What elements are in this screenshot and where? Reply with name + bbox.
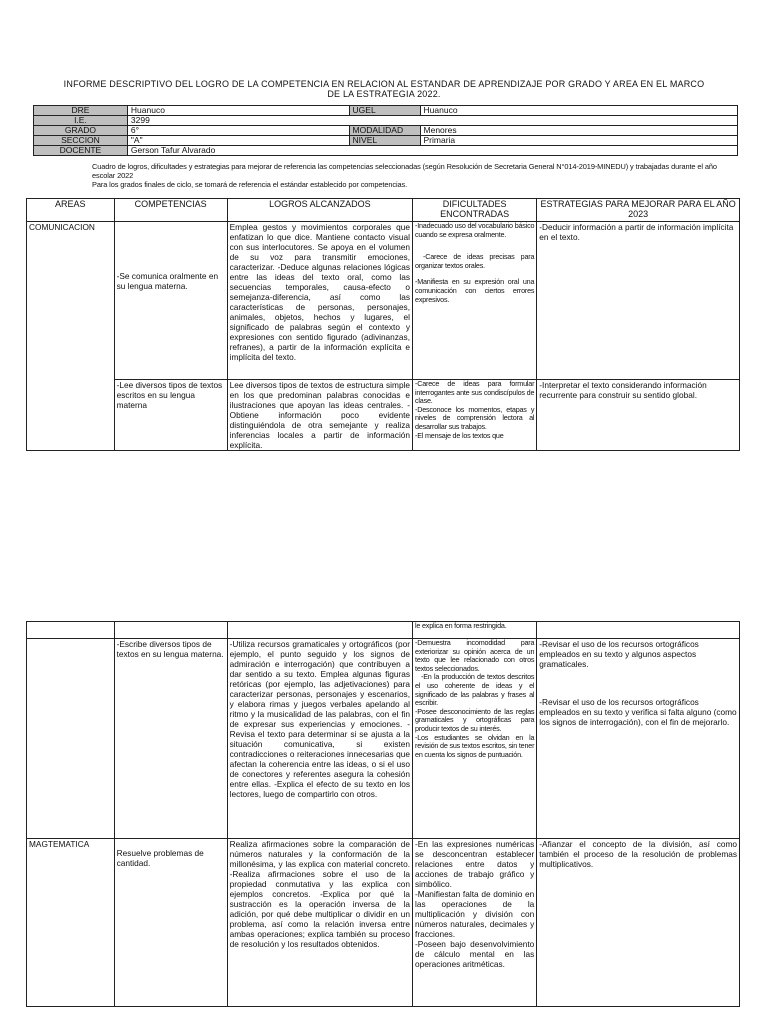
estrategias-oral: -Deducir información a partir de información implícita en el texto. <box>537 222 740 380</box>
dificultad-item: -Manifiestan falta de dominio en las operaciones de la multiplicación y división con números naturales, decimales y fracciones. <box>415 889 535 939</box>
empty-cell <box>27 622 115 639</box>
empty-cell <box>27 639 115 839</box>
note-line-1: Cuadro de logros, dificultades y estrategias para mejorar de referencia las competencias seleccionadas (según Resolución de Secretaria General N°014-2019-MINEDU) y trabajadas durante el año escolar 2022 <box>92 162 717 180</box>
dificultad-item: -Posee desconocimiento de las reglas gramaticales y ortográficas para producir textos de su interés. <box>415 706 535 733</box>
dre-value: Huanuco <box>127 106 349 116</box>
competencies-table-page-2 <box>26 621 740 1007</box>
dificultades-cantidad <box>413 839 537 1007</box>
competencia-lee: -Lee diversos tipos de textos escritos en su lengua materna <box>114 380 227 451</box>
seccion-label: SECCION <box>34 136 128 146</box>
area-matematica: MAGTEMATICA <box>27 839 115 1007</box>
header-competencias: COMPETENCIAS <box>114 199 227 222</box>
report-title: INFORME DESCRIPTIVO DEL LOGRO DE LA COMPETENCIA EN RELACION AL ESTANDAR DE APRENDIZAJE POR GRADO Y AREA EN EL MARCO DE LA ESTRATEGIA 2022. <box>63 79 705 99</box>
estrategias-cantidad: -Afianzar el concepto de la división, así como también el proceso de la resolución de problemas multiplicativos. <box>537 839 740 1007</box>
header-logros: LOGROS ALCANZADOS <box>227 199 412 222</box>
dificultad-item: -Manifiesta en su expresión oral una comunicación con ciertos errores expresivos. <box>415 277 535 304</box>
dificultad-item: -En las expresiones numéricas se desconcentran establecer relaciones entre datos y acciones de trabajo gráfico y simbólico. <box>415 839 535 889</box>
ie-value: 3299 <box>127 116 737 126</box>
info-table <box>33 105 738 156</box>
competencia-escribe: -Escribe diversos tipos de textos en su lengua materna. <box>114 639 227 839</box>
dificultad-item: -El mensaje de los textos que <box>415 430 504 440</box>
estrategia-item: -Revisar el uso de los recursos ortográficos empleados en su texto y verifica si falta alguno (como los signos de interrogación), con el fin de mejorarlo. <box>539 697 737 727</box>
dificultad-item: -Los estudiantes se olvidan en la revisión de sus textos escritos, sin tener en cuenta los signos de puntuación. <box>415 732 535 759</box>
logros-escribe: -Utiliza recursos gramaticales y ortográficos (por ejemplo, el punto seguido y los signos de admiración e interrogación) que contribuyen a dar sentido a su texto. Emplea algunas figuras retóricas (por ejemplo, las adjetivaciones) para caracterizar personas, personajes y escenarios, y elabora rimas y juegos verbales apelando al ritmo y la musicalidad de las palabras, con el fin de expresar sus experiencias y emociones. -Revisa el texto para determinar si se ajusta a la situación comunicativa, si existen contradicciones o reiteraciones innecesarias que afectan la coherencia entre las ideas, o si el uso de conectores y referentes asegura la cohesión entre ellas. -Explica el efecto de su texto en los lectores, luego de compartirlo con otros. <box>227 639 412 839</box>
competencia-oral: -Se comunica oralmente en su lengua materna. <box>114 222 227 380</box>
empty-cell <box>227 622 412 639</box>
dificultades-oral <box>413 222 537 380</box>
estrategia-item: -Revisar el uso de los recursos ortográficos empleados en su texto y algunos aspectos gramaticales. <box>539 639 699 669</box>
seccion-value: "A" <box>127 136 349 146</box>
estrategias-lee: -Interpretar el texto considerando información recurrente para construir su sentido global. <box>537 380 740 451</box>
dificultades-escribe <box>413 639 537 839</box>
nivel-value: Primaria <box>420 136 737 146</box>
competencia-cantidad: Resuelve problemas de cantidad. <box>114 839 227 1007</box>
note <box>92 162 737 189</box>
docente-label: DOCENTE <box>34 146 128 156</box>
nivel-label: NIVEL <box>349 136 420 146</box>
dificultad-item: -Desconoce los momentos, etapas y niveles de comprensión lectora al desarrollar sus trabajos. <box>415 404 535 431</box>
header-dificultades: DIFICULTADES ENCONTRADAS <box>413 199 537 222</box>
header-areas: AREAS <box>27 199 115 222</box>
grado-label: GRADO <box>34 126 128 136</box>
modalidad-value: Menores <box>420 126 737 136</box>
ugel-label: UGEL <box>349 106 420 116</box>
modalidad-label: MODALIDAD <box>349 126 420 136</box>
dificultades-lee <box>413 380 537 451</box>
note-line-2: Para los grados finales de ciclo, se tomará de referencia el estándar establecido por competencias. <box>92 180 408 189</box>
logros-oral: Emplea gestos y movimientos corporales que enfatizan lo que dice. Mantiene contacto visual con sus interlocutores. Se apoya en el volumen de su voz para transmitir emociones, caracterizar. -Deduce algunas relaciones lógicas entre las ideas del texto oral, como las secuencias temporales, causa-efecto o semejanza-diferencia, así como las características de personas, personajes, animales, objetos, hechos y lugares, el significado de palabras según el contexto y expresiones con sentido figurado (adivinanzas, refranes), a partir de la información explícita e implícita del texto. <box>227 222 412 380</box>
dre-label: DRE <box>34 106 128 116</box>
dificultad-item: -Demuestra incomodidad para exteriorizar su opinión acerca de un texto que lee relacionado con otros textos seleccionados. <box>415 638 535 673</box>
dificultad-item: -Carece de ideas precisas para organizar textos orales. <box>415 252 535 270</box>
dificultad-item: -Poseen bajo desenvolvimiento de cálculo mental en las operaciones aritméticas. <box>415 939 535 969</box>
logros-lee: Lee diversos tipos de textos de estructura simple en los que predominan palabras conocidas e ilustraciones que apoyan las ideas centrales. -Obtiene información poco evidente distinguiéndola de otra semejante y realiza inferencias locales a partir de información explícita. <box>227 380 412 451</box>
docente-value: Gerson Tafur Alvarado <box>127 146 737 156</box>
empty-cell <box>114 622 227 639</box>
competencies-table-page-1 <box>26 198 740 451</box>
logros-cantidad: Realiza afirmaciones sobre la comparación de números naturales y la conformación de la millonésima, y las explica con material concreto. -Realiza afirmaciones sobre el uso de la propiedad conmutativa y las explica con ejemplos concretos. -Explica por qué la sustracción es la operación inversa de la adición, por qué debe multiplicar o dividir en un problema, así como la relación inversa entre ambas operaciones; explica también su proceso de resolución y los resultados obtenidos. <box>227 839 412 1007</box>
dificultad-item: -Inadecuado uso del vocabulario básico cuando se expresa oralmente. <box>415 221 535 239</box>
dificultad-item: -En la producción de textos descritos el uso coherente de ideas y el significado de las palabras y frases al escribir. <box>415 672 535 708</box>
ie-label: I.E. <box>34 116 128 126</box>
estrategias-escribe <box>537 639 740 839</box>
area-comunicacion: COMUNICACION <box>27 222 115 451</box>
grado-value: 6° <box>127 126 349 136</box>
dificultades-continued: le explica en forma restringida. <box>413 622 537 639</box>
header-estrategias: ESTRATEGIAS PARA MEJORAR PARA EL AÑO 2023 <box>537 199 740 222</box>
dificultad-item: -Carece de ideas para formular interrogantes ante sus condiscípulos de clase. <box>415 379 535 406</box>
empty-cell <box>537 622 740 639</box>
ugel-value: Huanuco <box>420 106 737 116</box>
